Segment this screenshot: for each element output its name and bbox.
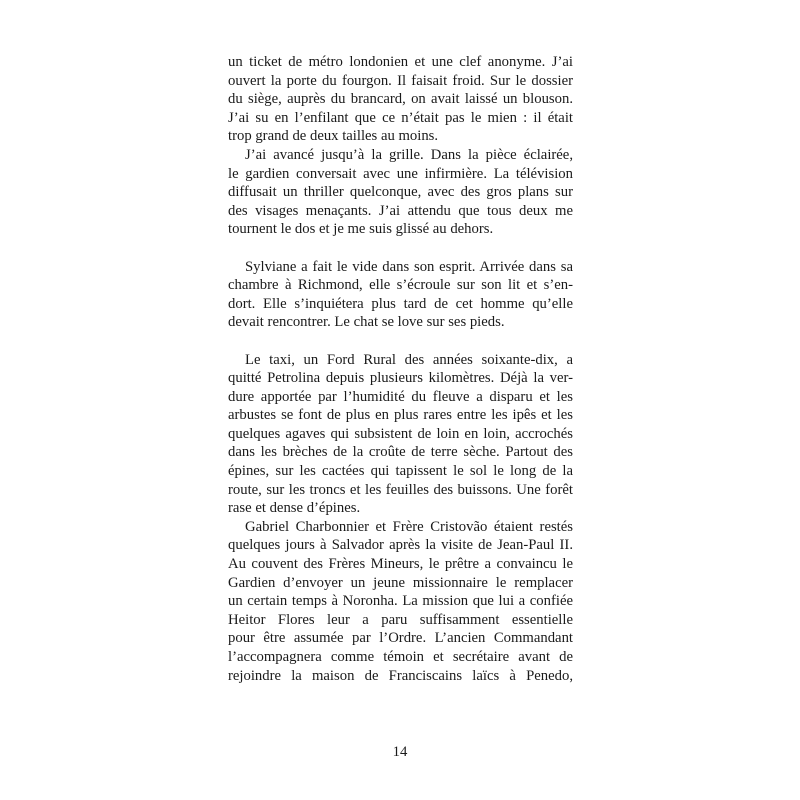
text-line: dure apportée par l’humidité du fleuve a disparu et les xyxy=(228,388,573,405)
text-line: Sylviane a fait le vide dans son esprit. Arrivée dans sa xyxy=(245,258,573,275)
text-line: Gardien d’envoyer un jeune missionnaire le remplacer xyxy=(228,574,573,591)
text-line: Gabriel Charbonnier et Frère Cristovão étaient restés xyxy=(245,518,573,535)
paragraph xyxy=(228,53,573,146)
text-line: quelques agaves qui subsistent de loin en loin, accrochés xyxy=(228,425,573,442)
text-line: le gardien conversait avec une infirmière. La télévision xyxy=(228,165,573,182)
text-line: quelques jours à Salvador après la visite de Jean-Paul II. xyxy=(228,537,573,554)
text-line: chambre à Richmond, elle s’écroule sur son lit et s’en- xyxy=(228,277,573,294)
paragraph xyxy=(228,146,573,239)
text-line: diffusait un thriller quelconque, avec des gros plans sur xyxy=(228,184,573,201)
paragraph xyxy=(228,351,573,518)
text-line: route, sur les troncs et les feuilles des buissons. Une forêt xyxy=(228,481,573,498)
text-line: un certain temps à Noronha. La mission que lui a confiée xyxy=(228,593,573,610)
text-line: J’ai avancé jusqu’à la grille. Dans la pièce éclairée, xyxy=(245,146,573,163)
text-line: tournent le dos et je me suis glissé au dehors. xyxy=(228,221,494,238)
page-number: 14 xyxy=(392,744,408,760)
text-line: rejoindre la maison de Franciscains laïcs à Penedo, xyxy=(228,667,573,684)
text-line: dans les brèches de la croûte de terre sèche. Partout des xyxy=(228,444,573,461)
paragraph xyxy=(228,518,573,685)
text-line: Heitor Flores leur a paru suffisamment essentielle xyxy=(228,611,573,628)
text-line: l’accompagnera comme témoin et secrétaire avant de xyxy=(228,649,573,665)
text-line: du siège, auprès du brancard, on avait laissé un blouson. xyxy=(228,91,573,108)
text-line: quitté Petrolina depuis plusieurs kilomètres. Déjà la ver- xyxy=(228,370,573,387)
text-line: trop grand de deux tailles au moins. xyxy=(228,128,439,145)
text-line: Au couvent des Frères Mineurs, le prêtre a convaincu le xyxy=(228,556,573,573)
paragraph xyxy=(228,258,573,332)
text-line: pour être assumée par l’Ordre. L’ancien Commandant xyxy=(228,630,573,647)
text-line: J’ai su en l’enfilant que ce n’était pas le mien : il était xyxy=(228,109,573,126)
text-line: des visages menaçants. J’ai attendu que tous deux me xyxy=(228,202,573,219)
body-text xyxy=(228,53,573,685)
text-line: arbustes se font de plus en plus rares entre les ipês et les xyxy=(228,407,573,424)
text-line: ouvert la porte du fourgon. Il faisait froid. Sur le dossier xyxy=(228,72,573,89)
text-line: rase et dense d’épines. xyxy=(228,500,361,517)
text-line: un ticket de métro londonien et une clef anonyme. J’ai xyxy=(228,54,573,70)
text-line: devait rencontrer. Le chat se love sur ses pieds. xyxy=(228,314,505,331)
text-line: Le taxi, un Ford Rural des années soixante-dix, a xyxy=(245,351,573,368)
paragraph-gap xyxy=(228,239,573,258)
text-line: dort. Elle s’inquiétera plus tard de cet homme qu’elle xyxy=(228,295,573,312)
text-line: épines, sur les cactées qui tapissent le sol le long de la xyxy=(228,463,573,480)
paragraph-gap xyxy=(228,332,573,351)
